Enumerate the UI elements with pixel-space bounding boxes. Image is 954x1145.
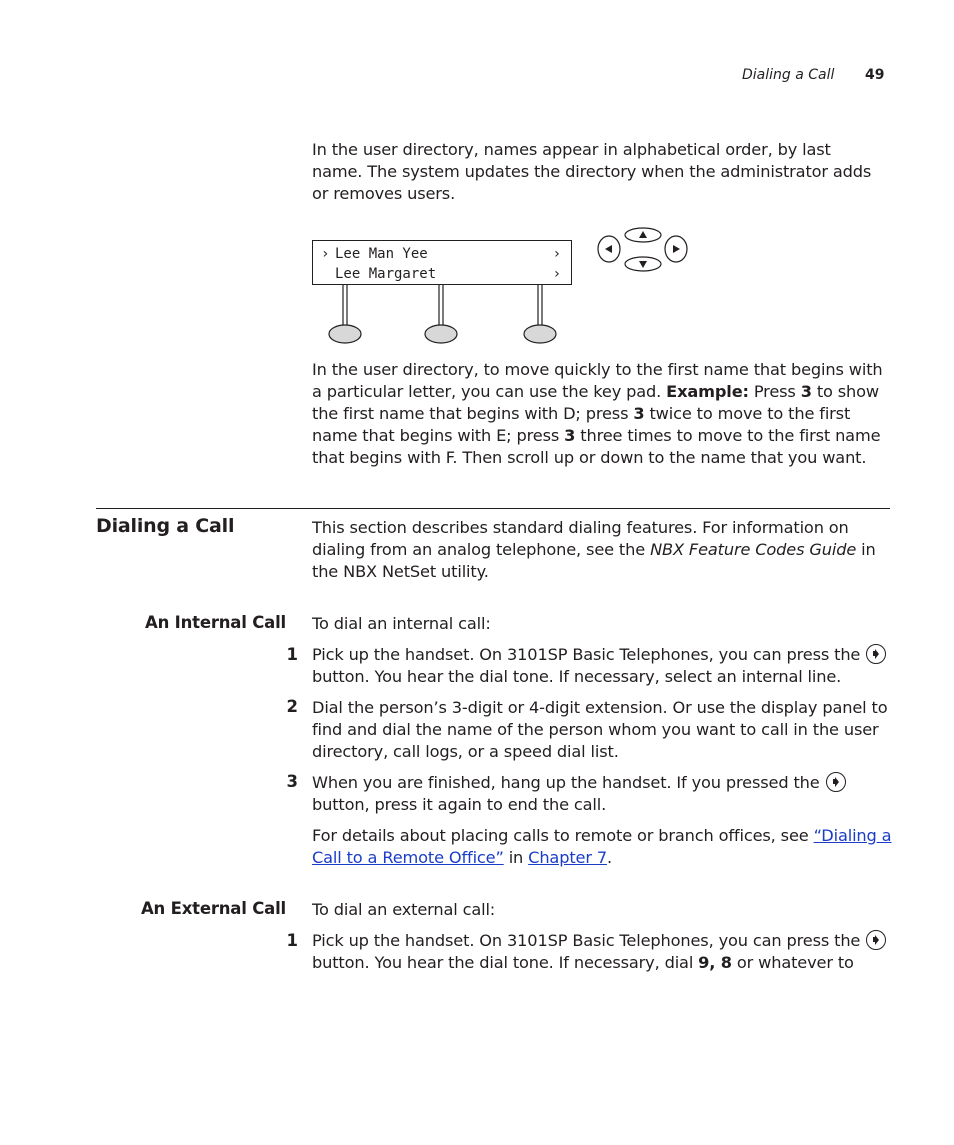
speaker-icon xyxy=(866,930,886,950)
text-run: in xyxy=(503,848,529,867)
selection-caret: › xyxy=(321,246,330,262)
remote-office-note xyxy=(312,825,892,869)
step-number: 1 xyxy=(286,645,298,664)
step-number: 3 xyxy=(286,772,298,791)
navigation-keys xyxy=(596,226,690,274)
key-3: 3 xyxy=(800,382,812,401)
text-run: or whatever to xyxy=(731,953,854,972)
external-call-lead: To dial an external call: xyxy=(312,900,496,919)
text-run: . xyxy=(607,848,612,867)
soft-buttons xyxy=(320,285,570,347)
text-run: In the user directory, to move quickly to the first name that begins with a particular letter, you can use the key pad. xyxy=(312,360,883,401)
internal-call-lead: To dial an internal call: xyxy=(312,614,491,633)
display-row-name: Lee Man Yee xyxy=(335,246,428,262)
step-text: Dial the person’s 3-digit or 4-digit extension. Or use the display panel to find and dial the name of the person whom you want to call in the user directory, call logs, or a speed dial list. xyxy=(312,698,888,761)
running-header-title: Dialing a Call xyxy=(742,67,835,83)
step-number: 2 xyxy=(286,697,298,716)
step-text xyxy=(312,644,888,688)
soft-button-middle[interactable] xyxy=(425,325,457,343)
text-run: in the NBX NetSet utility. xyxy=(312,540,876,581)
display-panel xyxy=(312,240,572,285)
external-call-heading: An External Call xyxy=(140,899,286,918)
arrow-down-icon[interactable] xyxy=(625,257,661,271)
remote-office-link[interactable]: “Dialing a Call to a Remote Office” xyxy=(312,826,892,867)
text-run: button, press it again to end the call. xyxy=(312,795,607,814)
text-run: to show the first name that begins with D; press xyxy=(312,382,880,423)
keypad-paragraph xyxy=(312,359,890,469)
text-run: This section describes standard dialing features. For information on dialing from an analog telephone, see the xyxy=(312,518,849,559)
speaker-icon xyxy=(866,644,886,664)
text-run: twice to move to the first name that begins with E; press xyxy=(312,404,851,445)
page-number: 49 xyxy=(865,67,885,83)
arrow-left-icon[interactable] xyxy=(598,236,620,262)
text-run: Pick up the handset. On 3101SP Basic Telephones, you can press the xyxy=(312,931,866,950)
section-heading: Dialing a Call xyxy=(96,515,235,537)
arrow-up-icon[interactable] xyxy=(625,228,661,242)
step-number: 1 xyxy=(286,931,298,950)
text-run: When you are finished, hang up the handset. If you pressed the xyxy=(312,773,825,792)
step-text xyxy=(312,930,888,974)
display-row-name: Lee Margaret xyxy=(335,266,437,282)
text-run: For details about placing calls to remote or branch offices, see xyxy=(312,826,814,845)
speaker-icon xyxy=(826,772,846,792)
soft-button-left[interactable] xyxy=(329,325,361,343)
chapter-7-link[interactable]: Chapter 7 xyxy=(528,848,607,867)
step-text xyxy=(312,772,888,816)
text-run: Press xyxy=(748,382,801,401)
text-run: Pick up the handset. On 3101SP Basic Telephones, you can press the xyxy=(312,645,866,664)
text-run: button. You hear the dial tone. If necessary, select an internal line. xyxy=(312,667,842,686)
display-row[interactable] xyxy=(321,244,563,264)
text-run: button. You hear the dial tone. If necessary, dial xyxy=(312,953,699,972)
section-intro xyxy=(312,517,886,583)
key-3: 3 xyxy=(564,426,576,445)
dial-digits: 9, 8 xyxy=(698,953,732,972)
text-run: three times to move to the first name that begins with F. Then scroll up or down to the name that you want. xyxy=(312,426,881,467)
example-label: Example: xyxy=(666,382,749,401)
section-divider xyxy=(96,508,890,509)
row-arrow-icon: › xyxy=(552,246,561,262)
row-arrow-icon: › xyxy=(552,266,561,282)
key-3: 3 xyxy=(633,404,645,423)
arrow-right-icon[interactable] xyxy=(665,236,687,262)
guide-title: NBX Feature Codes Guide xyxy=(650,540,857,559)
display-row[interactable] xyxy=(321,264,563,284)
intro-paragraph: In the user directory, names appear in alphabetical order, by last name. The system updates the directory when the administrator adds or removes users. xyxy=(312,140,872,203)
soft-button-right[interactable] xyxy=(524,325,556,343)
internal-call-heading: An Internal Call xyxy=(145,613,286,632)
